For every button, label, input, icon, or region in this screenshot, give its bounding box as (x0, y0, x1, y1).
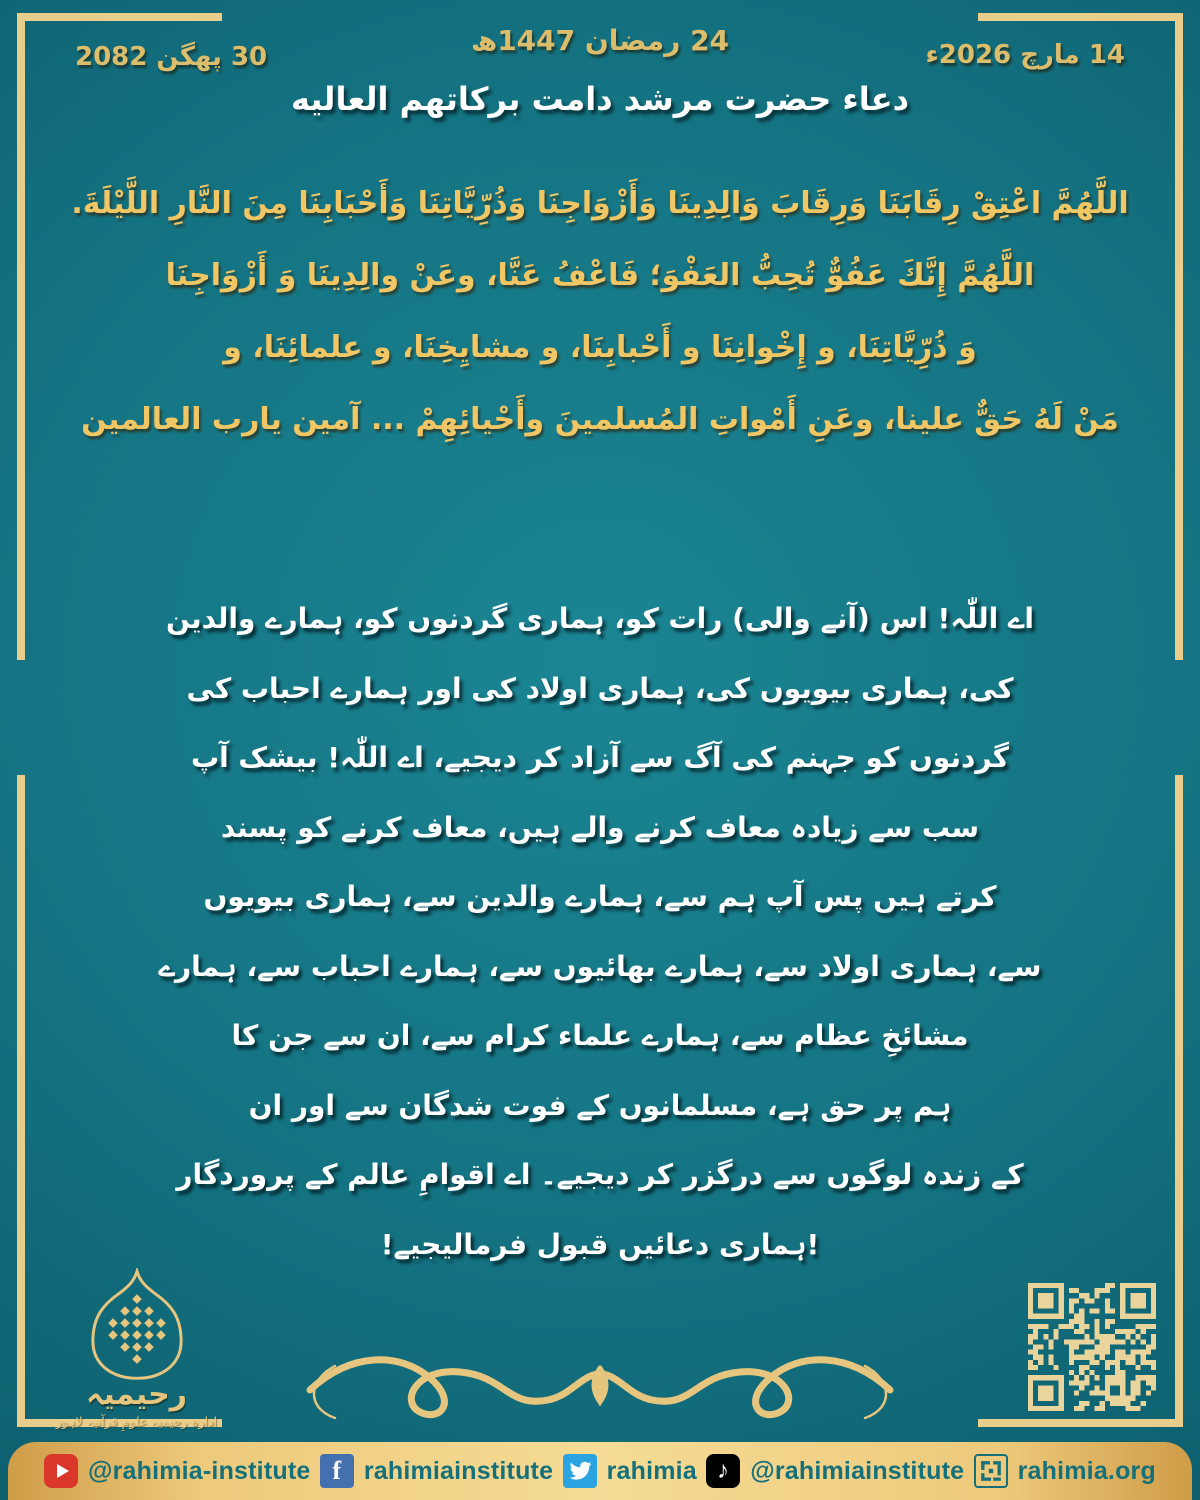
urdu-line: اے اللّٰہ! اس (آنے والی) رات کو، ہماری گردنوں کو، ہمارے والدین (165, 602, 1035, 635)
social-website[interactable] (974, 1454, 1156, 1488)
date-hijri: 24 رمضان 1447ھ (470, 24, 730, 57)
urdu-line: سب سے زیادہ معاف کرنے والے ہیں، معاف کرنے کو پسند (220, 810, 980, 844)
urdu-translation-block (55, 584, 1145, 1279)
frame-bar-top-left (17, 13, 222, 21)
flourish-ornament (280, 1338, 920, 1438)
arabic-line: مَنْ لَهُ حَقٌّ علينا، وعَنِ أَمْواتِ المُسلمينَ وأَحْيائِهِمْ ... آمين يارب العالمين (81, 402, 1119, 437)
urdu-line: !ہماری دعائیں قبول فرمالیجیے! (380, 1227, 820, 1261)
facebook-icon: f (320, 1454, 354, 1488)
logo-name: رحیمیہ (85, 1377, 188, 1412)
tiktok-handle: @rahimiainstitute (750, 1456, 965, 1485)
frame-bar-top-right (978, 13, 1183, 21)
frame-bar-bottom-right (978, 1419, 1183, 1427)
urdu-line: مشائخِ عظام سے، ہمارے علماء کرام سے، ان سے جن کا (231, 1019, 969, 1052)
social-youtube[interactable] (44, 1454, 310, 1488)
urdu-line: کرتے ہیں پس آپ ہم سے، ہمارے والدین سے، ہماری بیویوں (203, 880, 997, 913)
website-kufic-icon (974, 1454, 1008, 1488)
footer-social-bar (8, 1442, 1192, 1500)
urdu-line: سے، ہماری اولاد سے، ہمارے بھائیوں سے، ہمارے احباب سے، ہمارے (158, 949, 1042, 983)
arch-kufic-icon (68, 1268, 206, 1380)
arabic-line: اللَّهُمَّ اعْتِقْ رِقَابَنَا وَرِقَابَ وَالِدِينَا وَأَزْوَاجِنَا وَذُرِّيَّاتِنَا وَأَحْبَابِنَا مِنَ النَّارِ اللَّيْلَةَ. (71, 186, 1129, 221)
frame-bar-left-lower (17, 775, 25, 1427)
youtube-handle: @rahimia-institute (88, 1456, 311, 1485)
social-facebook[interactable] (320, 1454, 553, 1488)
website-handle: rahimia.org (1017, 1456, 1156, 1485)
youtube-icon (44, 1454, 78, 1488)
logo-caption: ادارہ رحیمیہ علومِ قرآنیہ لاہور (55, 1414, 218, 1429)
social-twitter[interactable] (563, 1454, 697, 1488)
qr-code (1028, 1283, 1156, 1411)
poster-title: دعاء حضرت مرشد دامت برکاتهم العالیه (290, 80, 910, 118)
twitter-handle: rahimia (606, 1456, 697, 1485)
urdu-line: کے زندہ لوگوں سے درگزر کر دیجیے۔ اے اقوامِ عالم کے پروردگار (176, 1158, 1024, 1191)
social-tiktok[interactable] (706, 1454, 964, 1488)
facebook-handle: rahimiainstitute (363, 1456, 554, 1485)
twitter-icon (563, 1454, 597, 1488)
rahimia-logo (44, 1268, 229, 1429)
arabic-line: اللَّهُمَّ إِنَّكَ عَفُوٌّ تُحِبُّ العَفْوَ؛ فَاعْفُ عَنَّا، وعَنْ والِدِينَا وَ أَزْوَاجِنَا (165, 258, 1035, 293)
urdu-line: گردنوں کو جہنم کی آگ سے آزاد کر دیجیے، اے اللّٰہ! بیشک آپ (190, 741, 1010, 774)
frame-bar-right-lower (1175, 775, 1183, 1427)
urdu-line: ہم پر حق ہے، مسلمانوں کے فوت شدگان سے اور ان (248, 1088, 952, 1122)
date-bikrami: 30 پھگن 2082 (75, 42, 268, 72)
urdu-line: کی، ہماری بیویوں کی، ہماری اولاد کی اور ہمارے احباب کی (186, 671, 1014, 705)
arabic-line: وَ ذُرِّيَّاتِنَا، و إِخْوانِنَا و أَحْبابِنَا، و مشايِخِنَا، و علمائِنَا، و (223, 330, 977, 365)
date-gregorian: 14 مارچ 2026ء (925, 40, 1125, 70)
arabic-prayer-block (65, 168, 1135, 456)
tiktok-icon: ♪ (706, 1454, 740, 1488)
